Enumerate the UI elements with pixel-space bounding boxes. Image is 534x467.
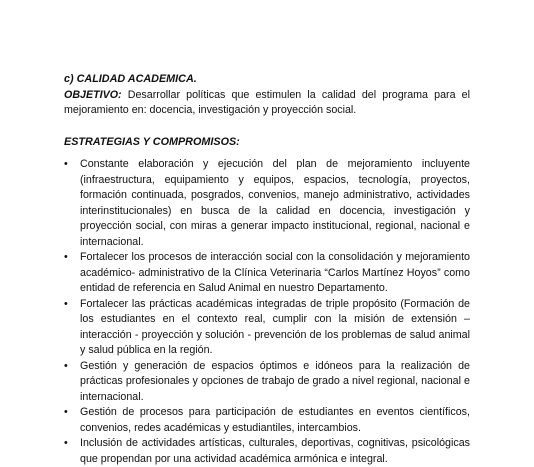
list-item xyxy=(64,436,470,467)
list-item xyxy=(64,405,470,436)
list-item-text: Fortalecer los procesos de interacción social con la consolidación y mejoramiento académico- administrativo de la Clínica Veterinaria “Carlos Martínez Hoyos” como entidad de referencia en Salud Animal en nuestro Departamento. xyxy=(80,251,470,294)
spacer xyxy=(64,119,470,135)
list-item xyxy=(64,359,470,406)
objective-text: Desarrollar políticas que estimulen la calidad del programa para el mejoramiento en: docencia, investigación y proyección social. xyxy=(64,88,470,116)
document-content xyxy=(64,72,470,467)
objective-paragraph xyxy=(64,88,470,119)
list-item xyxy=(64,297,470,359)
bullet-icon: • xyxy=(64,406,68,418)
strategies-heading: ESTRATEGIAS Y COMPROMISOS: xyxy=(64,135,240,148)
list-item-text: Inclusión de actividades artísticas, culturales, deportivas, cognitivas, psicológicas que propendan por una actividad académica armónica e integral. xyxy=(80,437,470,465)
objective-label: OBJETIVO: xyxy=(64,88,122,101)
list-item-text: Gestión y generación de espacios óptimos e idóneos para la realización de prácticas profesionales y opciones de trabajo de grado a nivel regional, nacional e internacional. xyxy=(80,359,470,403)
bullet-icon: • xyxy=(64,297,68,310)
list-item xyxy=(64,157,470,250)
list-item-text: Constante elaboración y ejecución del plan de mejoramiento incluyente (infraestructura, equipamiento y equipos, espacios, tecnología, proyectos, formación continuada, posgrados, convenios, manejo administrativo, actividades interinstitucionales) en busca de la calidad en docencia, investigación y proyección social, con miras a generar impacto institucional, regional, nacional e internacional. xyxy=(80,158,470,248)
section-title: c) CALIDAD ACADEMICA. xyxy=(64,73,197,85)
bullet-icon: • xyxy=(64,251,68,263)
strategies-list xyxy=(64,157,470,467)
bullet-icon: • xyxy=(64,437,68,449)
bullet-icon: • xyxy=(64,158,68,170)
list-item xyxy=(64,250,470,297)
list-item-text: Gestión de procesos para participación de estudiantes en eventos científicos, convenios, redes académicas y estudiantiles, intercambios. xyxy=(80,406,470,434)
list-item-text: Fortalecer las prácticas académicas integradas de triple propósito (Formación de los estudiantes en el contexto real, cumplir con la misión de extensión – interacción - proyección y solución - prevención de los problemas de salud animal y salud pública en la región. xyxy=(80,297,470,356)
bullet-icon: • xyxy=(64,359,68,372)
